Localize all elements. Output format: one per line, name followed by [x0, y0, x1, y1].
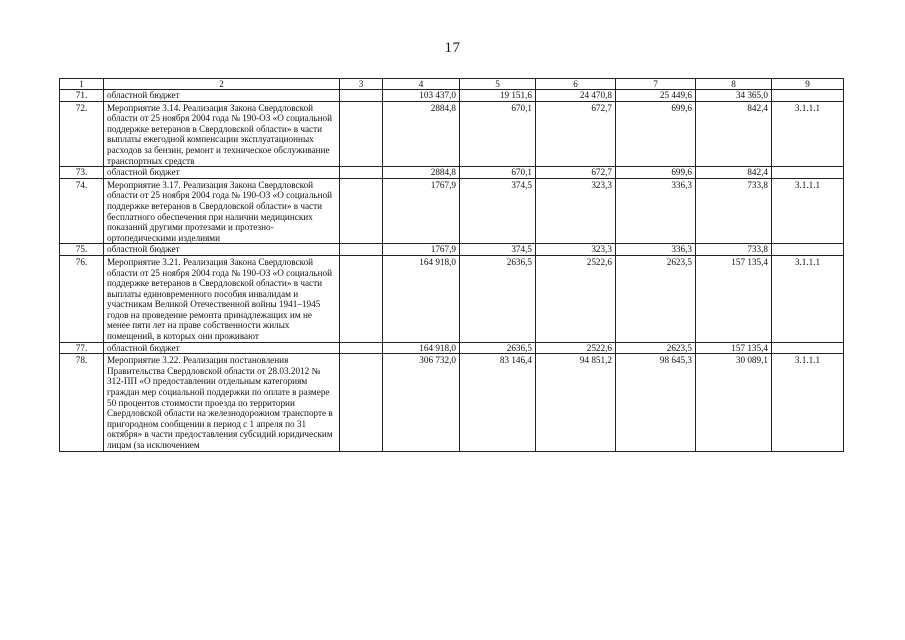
table-row — [60, 354, 844, 451]
table-row — [60, 178, 844, 244]
row-col-6: 672,7 — [536, 167, 616, 179]
row-col-4: 2884,8 — [383, 167, 460, 179]
row-name: областной бюджет — [104, 90, 340, 102]
row-col-5: 374,5 — [460, 244, 536, 256]
row-number: 72. — [60, 101, 104, 167]
row-col-4: 1767,9 — [383, 178, 460, 244]
header-cell-7: 7 — [616, 79, 696, 90]
row-col-7: 699,6 — [616, 101, 696, 167]
row-col-7: 336,3 — [616, 178, 696, 244]
header-cell-9: 9 — [772, 79, 844, 90]
row-col-6: 672,7 — [536, 101, 616, 167]
table-row — [60, 101, 844, 167]
row-col-7: 25 449,6 — [616, 90, 696, 102]
row-col-5: 670,1 — [460, 101, 536, 167]
table-row — [60, 167, 844, 179]
row-col-3 — [340, 354, 383, 451]
row-col-9: 3.1.1.1 — [772, 178, 844, 244]
row-col-8: 842,4 — [696, 101, 772, 167]
header-cell-2: 2 — [104, 79, 340, 90]
header-cell-1: 1 — [60, 79, 104, 90]
row-number: 73. — [60, 167, 104, 179]
row-col-7: 699,6 — [616, 167, 696, 179]
row-col-5: 83 146,4 — [460, 354, 536, 451]
row-name: областной бюджет — [104, 167, 340, 179]
row-col-4: 103 437,0 — [383, 90, 460, 102]
row-col-8: 733,8 — [696, 178, 772, 244]
row-number: 77. — [60, 342, 104, 354]
row-col-4: 306 732,0 — [383, 354, 460, 451]
page-number: 17 — [444, 40, 461, 56]
header-cell-3: 3 — [340, 79, 383, 90]
row-col-9 — [772, 244, 844, 256]
header-cell-6: 6 — [536, 79, 616, 90]
row-col-9: 3.1.1.1 — [772, 255, 844, 342]
row-col-6: 323,3 — [536, 178, 616, 244]
row-number: 75. — [60, 244, 104, 256]
row-col-8: 842,4 — [696, 167, 772, 179]
table-row — [60, 244, 844, 256]
row-col-4: 2884,8 — [383, 101, 460, 167]
row-name: Мероприятие 3.17. Реализация Закона Свердловской области от 25 ноября 2004 года № 190-ОЗ «О социальной поддержке ветеранов в Свердловской области» в части бесплатного обеспечения при наличии медицинских показаний другими протезами и протезно-ортопедическими изделиями — [104, 178, 340, 244]
row-col-9 — [772, 167, 844, 179]
row-col-6: 2522,6 — [536, 255, 616, 342]
row-col-3 — [340, 167, 383, 179]
row-col-7: 2623,5 — [616, 342, 696, 354]
row-col-8: 157 135,4 — [696, 342, 772, 354]
row-col-7: 2623,5 — [616, 255, 696, 342]
row-number: 71. — [60, 90, 104, 102]
row-col-7: 336,3 — [616, 244, 696, 256]
row-col-9: 3.1.1.1 — [772, 354, 844, 451]
header-cell-8: 8 — [696, 79, 772, 90]
row-col-3 — [340, 101, 383, 167]
table-row — [60, 342, 844, 354]
row-col-9 — [772, 90, 844, 102]
row-name: Мероприятие 3.14. Реализация Закона Свердловской области от 25 ноября 2004 года № 190-ОЗ «О социальной поддержке ветеранов в Свердловской области» в части выплаты ежегодной компенсации эксплуатационных расходов за бензин, ремонт и техническое обслуживание транспортных средств — [104, 101, 340, 167]
row-col-6: 323,3 — [536, 244, 616, 256]
row-col-5: 2636,5 — [460, 342, 536, 354]
row-col-6: 24 470,8 — [536, 90, 616, 102]
row-col-5: 670,1 — [460, 167, 536, 179]
row-col-8: 733,8 — [696, 244, 772, 256]
row-col-3 — [340, 90, 383, 102]
budget-table — [59, 78, 844, 452]
row-col-3 — [340, 255, 383, 342]
header-cell-5: 5 — [460, 79, 536, 90]
row-col-4: 164 918,0 — [383, 255, 460, 342]
row-col-3 — [340, 244, 383, 256]
row-number: 78. — [60, 354, 104, 451]
row-col-5: 374,5 — [460, 178, 536, 244]
row-name: Мероприятие 3.22. Реализация постановления Правительства Свердловской области от 28.03.2012 № 312-ПП «О предоставлении отдельным категориям граждан мер социальной поддержки по оплате в размере 50 процентов стоимости проезда по территории Свердловской области на железнодорожном транспорте в пригородном сообщении в период с 1 апреля по 31 октября» в части предоставления субсидий юридическим лицам (за исключением — [104, 354, 340, 451]
row-number: 74. — [60, 178, 104, 244]
header-row — [60, 79, 844, 90]
row-col-8: 30 089,1 — [696, 354, 772, 451]
row-col-9: 3.1.1.1 — [772, 101, 844, 167]
table-row — [60, 90, 844, 102]
row-col-5: 19 151,6 — [460, 90, 536, 102]
header-cell-4: 4 — [383, 79, 460, 90]
row-number: 76. — [60, 255, 104, 342]
row-col-8: 157 135,4 — [696, 255, 772, 342]
row-col-3 — [340, 342, 383, 354]
row-name: областной бюджет — [104, 342, 340, 354]
row-col-5: 2636,5 — [460, 255, 536, 342]
row-name: областной бюджет — [104, 244, 340, 256]
row-col-6: 2522,6 — [536, 342, 616, 354]
row-col-3 — [340, 178, 383, 244]
row-col-9 — [772, 342, 844, 354]
table-body — [60, 90, 844, 452]
row-col-8: 34 365,0 — [696, 90, 772, 102]
row-col-4: 164 918,0 — [383, 342, 460, 354]
table-row — [60, 255, 844, 342]
row-col-7: 98 645,3 — [616, 354, 696, 451]
row-col-6: 94 851,2 — [536, 354, 616, 451]
row-col-4: 1767,9 — [383, 244, 460, 256]
row-name: Мероприятие 3.21. Реализация Закона Свердловской области от 25 ноября 2004 года № 190-ОЗ «О социальной поддержке ветеранов в Свердловской области» в части выплаты единовременного пособия инвалидам и участникам Великой Отечественной войны 1941–1945 годов на проведение ремонта принадлежащих им не менее пяти лет на праве собственности жилых помещений, в которых они проживают — [104, 255, 340, 342]
